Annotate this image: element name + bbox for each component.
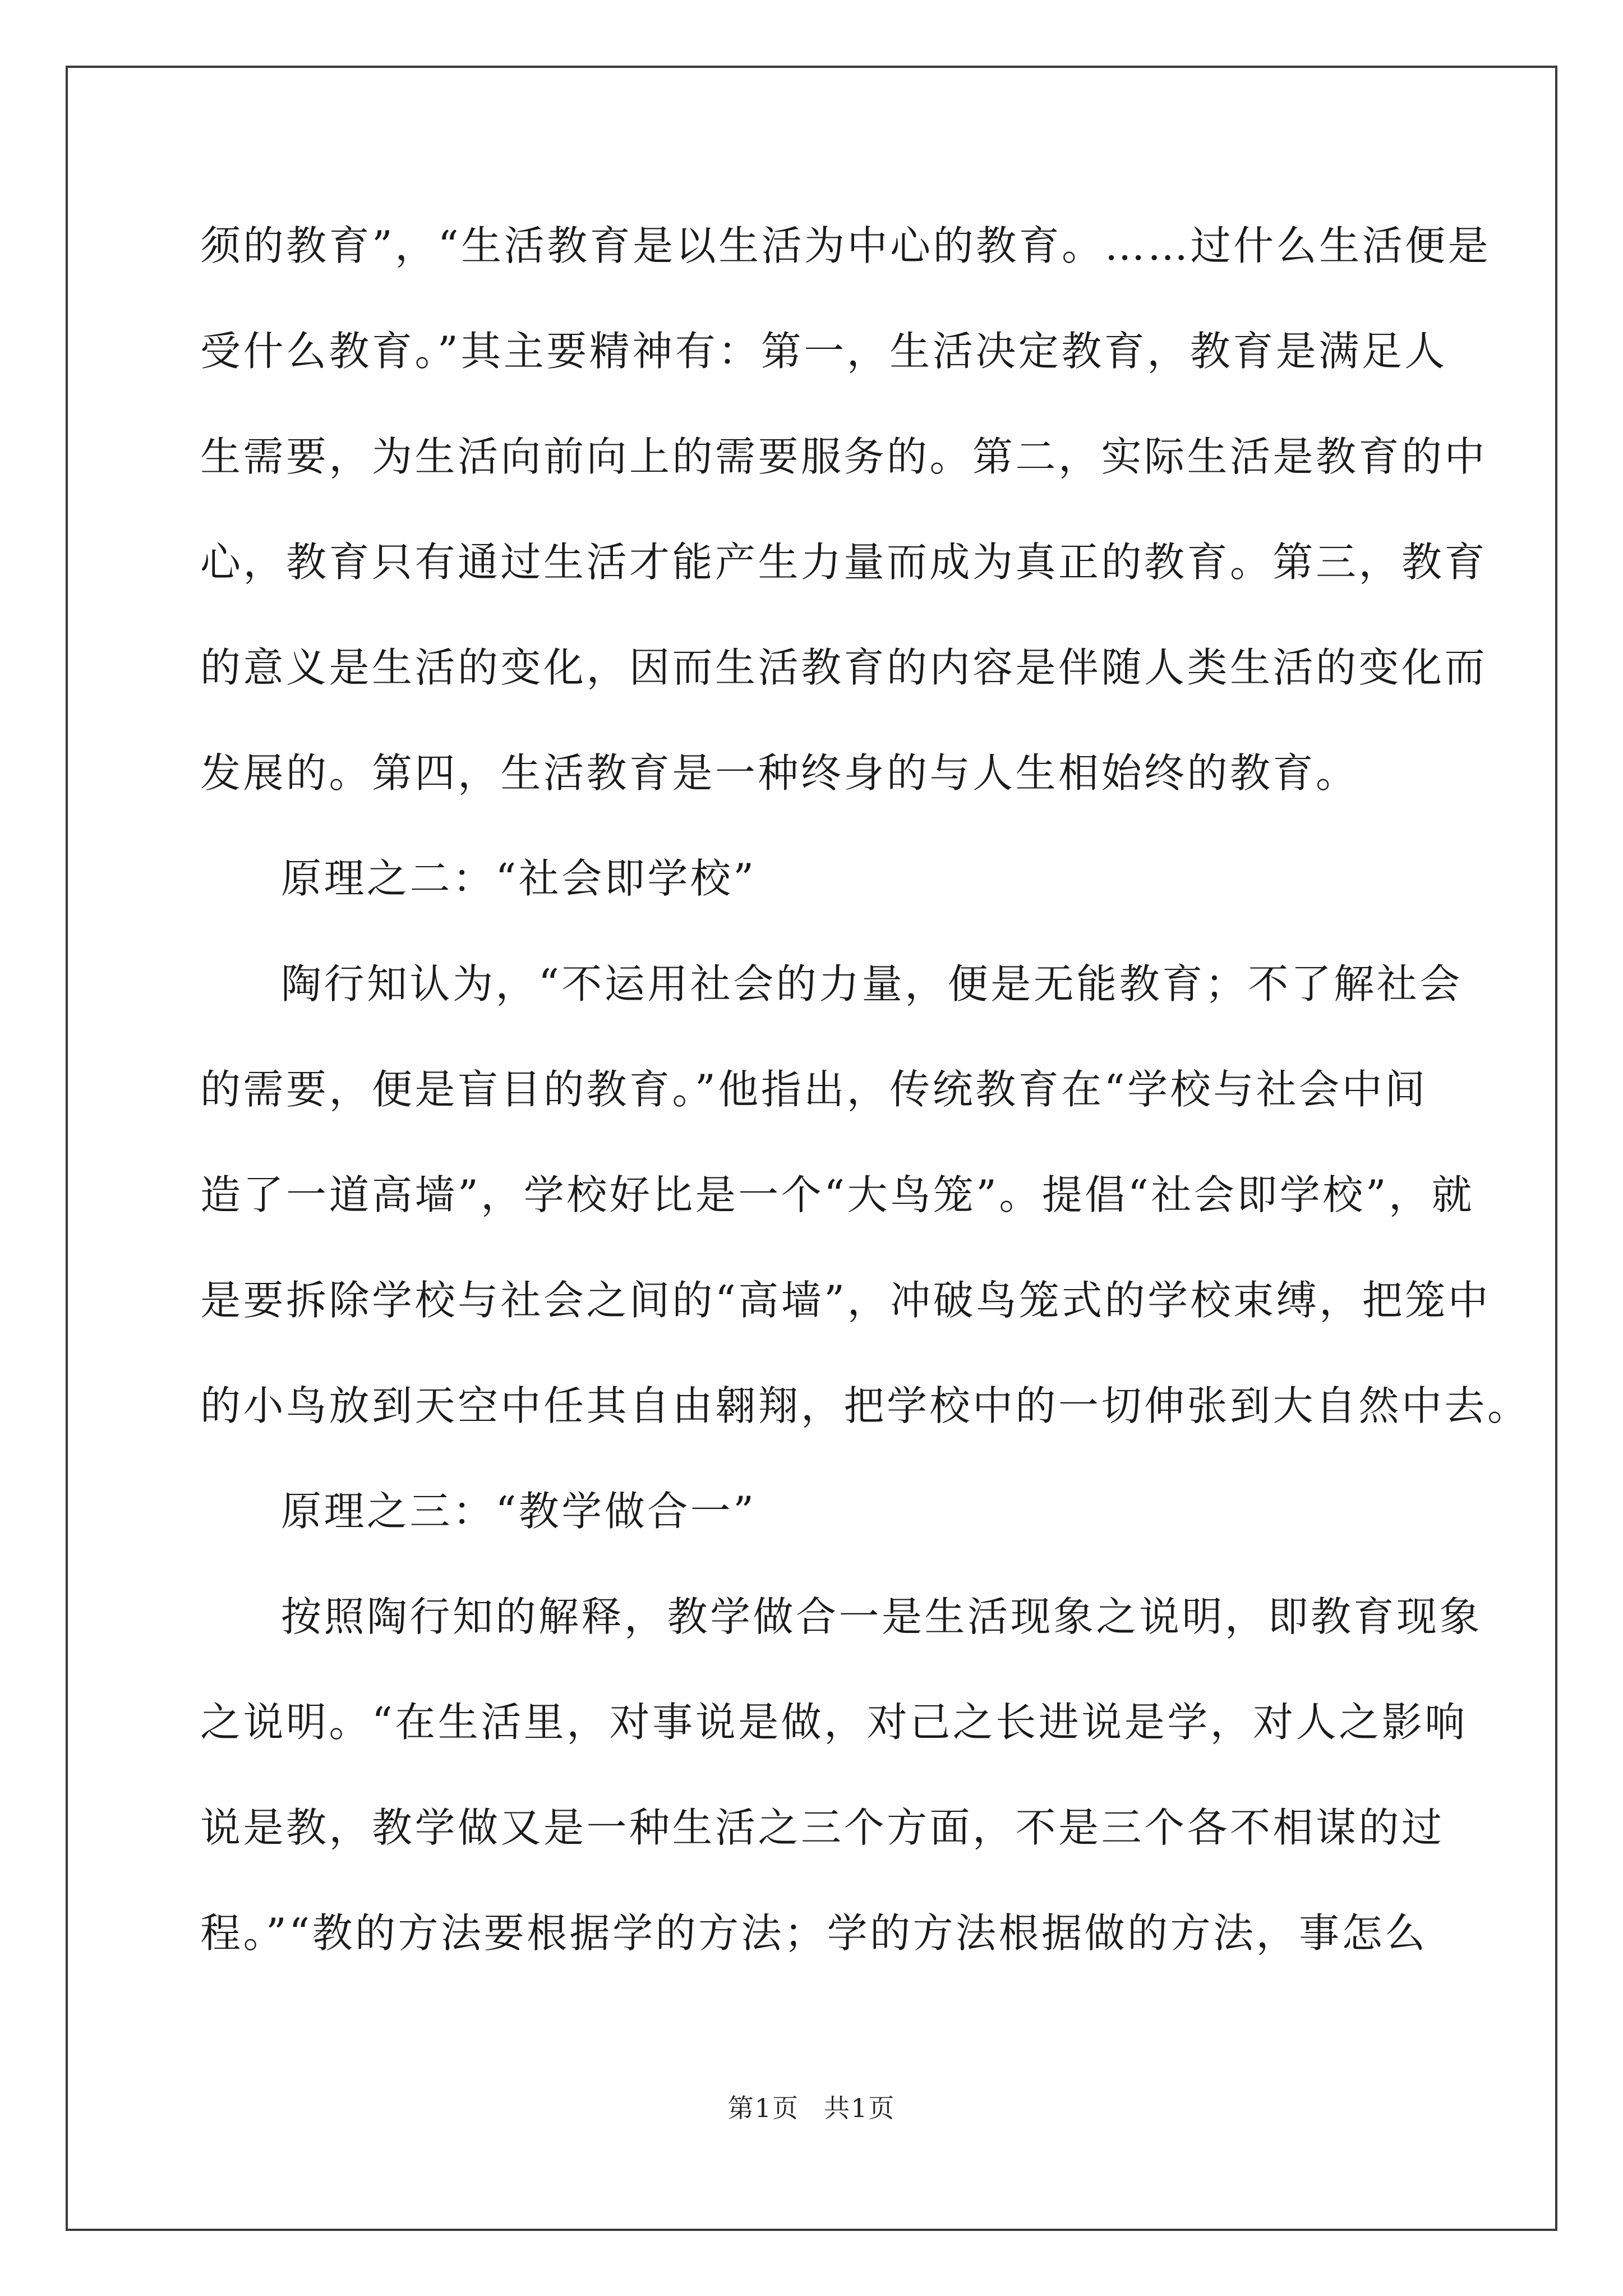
text-line: 按照陶行知的解释，教学做合一是生活现象之说明，即教育现象: [281, 1593, 1483, 1640]
text-line: 发展的。第四，生活教育是一种终身的与人生相始终的教育。: [200, 749, 1359, 797]
text-line: 陶行知认为，“不运用社会的力量，便是无能教育；不了解社会: [281, 960, 1463, 1007]
text-line: 须的教育”，“生活教育是以生活为中心的教育。……过什么生活便是: [200, 222, 1491, 269]
section-heading: 原理之三：“教学做合一”: [281, 1488, 757, 1535]
page-total: 共1页: [823, 2093, 896, 2123]
text-line: 之说明。“在生活里，对事说是做，对己之长进说是学，对人之影响: [200, 1699, 1468, 1746]
text-line: 是要拆除学校与社会之间的“高墙”，冲破鸟笼式的学校束缚，把笼中: [200, 1277, 1491, 1324]
text-line: 受什么教育。”其主要精神有：第一，生活决定教育，教育是满足人: [200, 328, 1447, 375]
text-line: 的需要，便是盲目的教育。”他指出，传统教育在“学校与社会中间: [200, 1066, 1428, 1113]
text-line: 的意义是生活的变化，因而生活教育的内容是伴随人类生活的变化而: [200, 644, 1488, 691]
page-number: 第1页: [727, 2093, 800, 2123]
page-footer: [0, 2091, 1623, 2125]
text-line: 说是教，教学做又是一种生活之三个方面，不是三个各不相谋的过: [200, 1804, 1445, 1851]
text-line: 生需要，为生活向前向上的需要服务的。第二，实际生活是教育的中: [200, 433, 1488, 480]
section-heading: 原理之二：“社会即学校”: [281, 855, 757, 902]
text-line: 程。”“教的方法要根据学的方法；学的方法根据做的方法，事怎么: [200, 1910, 1428, 1957]
text-line: 的小鸟放到天空中任其自由翱翔，把学校中的一切伸张到大自然中去。: [200, 1382, 1530, 1429]
text-line: 心，教育只有通过生活才能产生力量而成为真正的教育。第三，教育: [200, 539, 1488, 586]
text-line: 造了一道高墙”，学校好比是一个“大鸟笼”。提倡“社会即学校”，就: [200, 1171, 1475, 1218]
document-body: [200, 219, 1530, 2012]
